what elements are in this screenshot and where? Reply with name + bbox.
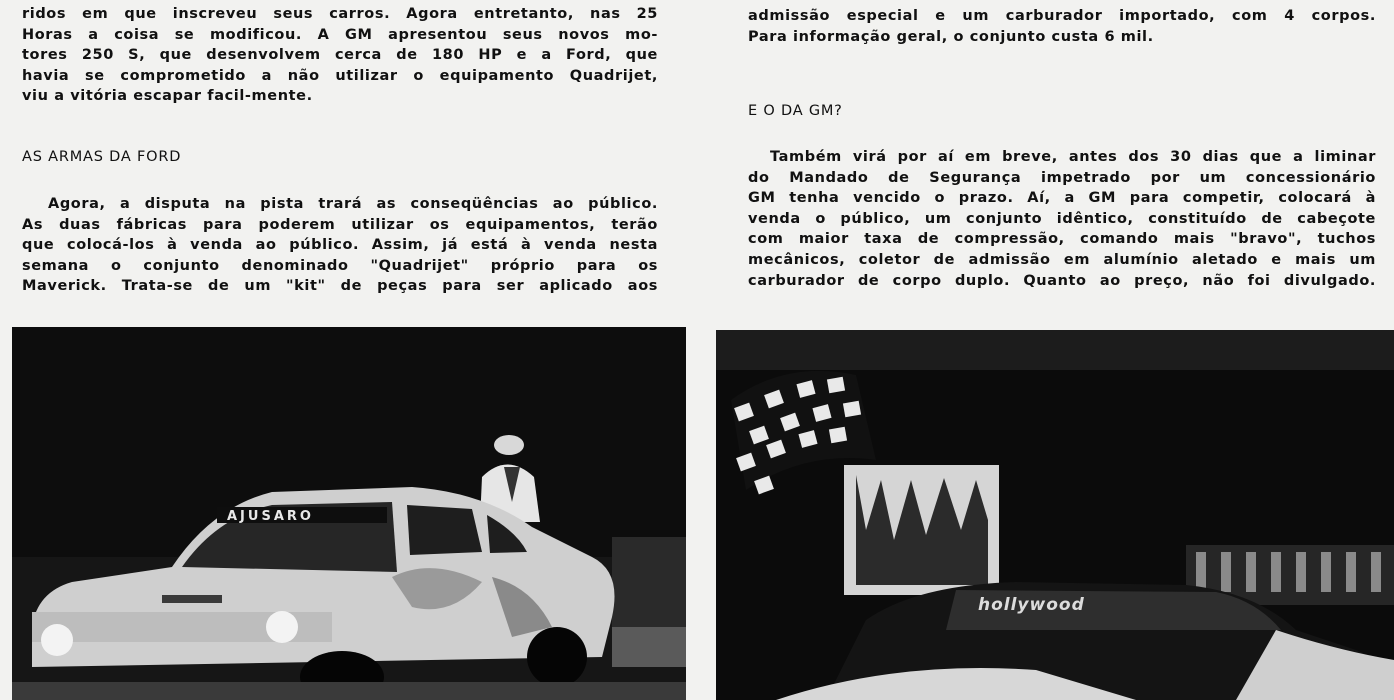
windshield-banner-text: AJUSARO xyxy=(227,509,314,524)
car-sponsor-text: hollywood xyxy=(978,595,1085,615)
text-line: havia se comprometido a não utilizar o equipamento Quadrijet, xyxy=(22,67,658,84)
text-line: carburador de corpo duplo. Quanto ao preço, não foi divulgado. xyxy=(748,272,1376,289)
text-line: mecânicos, coletor de admissão em alumínio aletado e mais um xyxy=(748,251,1376,268)
text-line: ridos em que inscreveu seus carros. Agora entretanto, nas 25 xyxy=(22,6,658,22)
text-line: Também virá por aí em breve, antes dos 30 dias que a liminar xyxy=(770,149,1376,165)
text-line: com maior taxa de compressão, comando mais "bravo", tuchos xyxy=(748,231,1376,248)
text-line: admissão especial e um carburador importado, com 4 corpos. xyxy=(748,8,1376,24)
text-line: que colocá-los à venda ao público. Assim, já está à venda nesta xyxy=(22,237,658,254)
text-line: Horas a coisa se modificou. A GM apresentou seus novos mo- xyxy=(22,26,658,43)
right-paragraph-1 xyxy=(748,6,1376,47)
section-heading: AS ARMAS DA FORD xyxy=(22,149,182,165)
maverick-car-illustration xyxy=(12,327,686,700)
section-heading: E O DA GM? xyxy=(748,103,843,119)
text-line: GM tenha vencido o prazo. Aí, a GM para competir, colocará à xyxy=(748,190,1376,207)
text-line: viu a vitória escapar facil-mente. xyxy=(22,88,313,105)
text-line: Para informação geral, o conjunto custa 6 mil. xyxy=(748,28,1154,45)
checkered-flag-illustration xyxy=(716,330,1394,700)
text-line: As duas fábricas para poderem utilizar os equipamentos, terão xyxy=(22,216,658,233)
right-paragraph-2 xyxy=(748,147,1376,291)
text-line: semana o conjunto denominado "Quadrijet" próprio para os xyxy=(22,257,658,274)
photo-checkered-flag-finish xyxy=(716,330,1394,700)
photo-maverick-race-car xyxy=(12,327,686,700)
text-line: Maverick. Trata-se de um "kit" de peças para ser aplicado aos xyxy=(22,278,658,295)
text-line: venda o público, um conjunto idêntico, constituído de cabeçote xyxy=(748,210,1376,227)
left-paragraph-1 xyxy=(22,4,658,107)
text-line: do Mandado de Segurança impetrado por um concessionário xyxy=(748,169,1376,186)
left-paragraph-2 xyxy=(22,194,658,297)
text-line: tores 250 S, que desenvolvem cerca de 180 HP e a Ford, que xyxy=(22,47,658,64)
text-line: Agora, a disputa na pista trará as conseqüências ao público. xyxy=(48,196,658,212)
